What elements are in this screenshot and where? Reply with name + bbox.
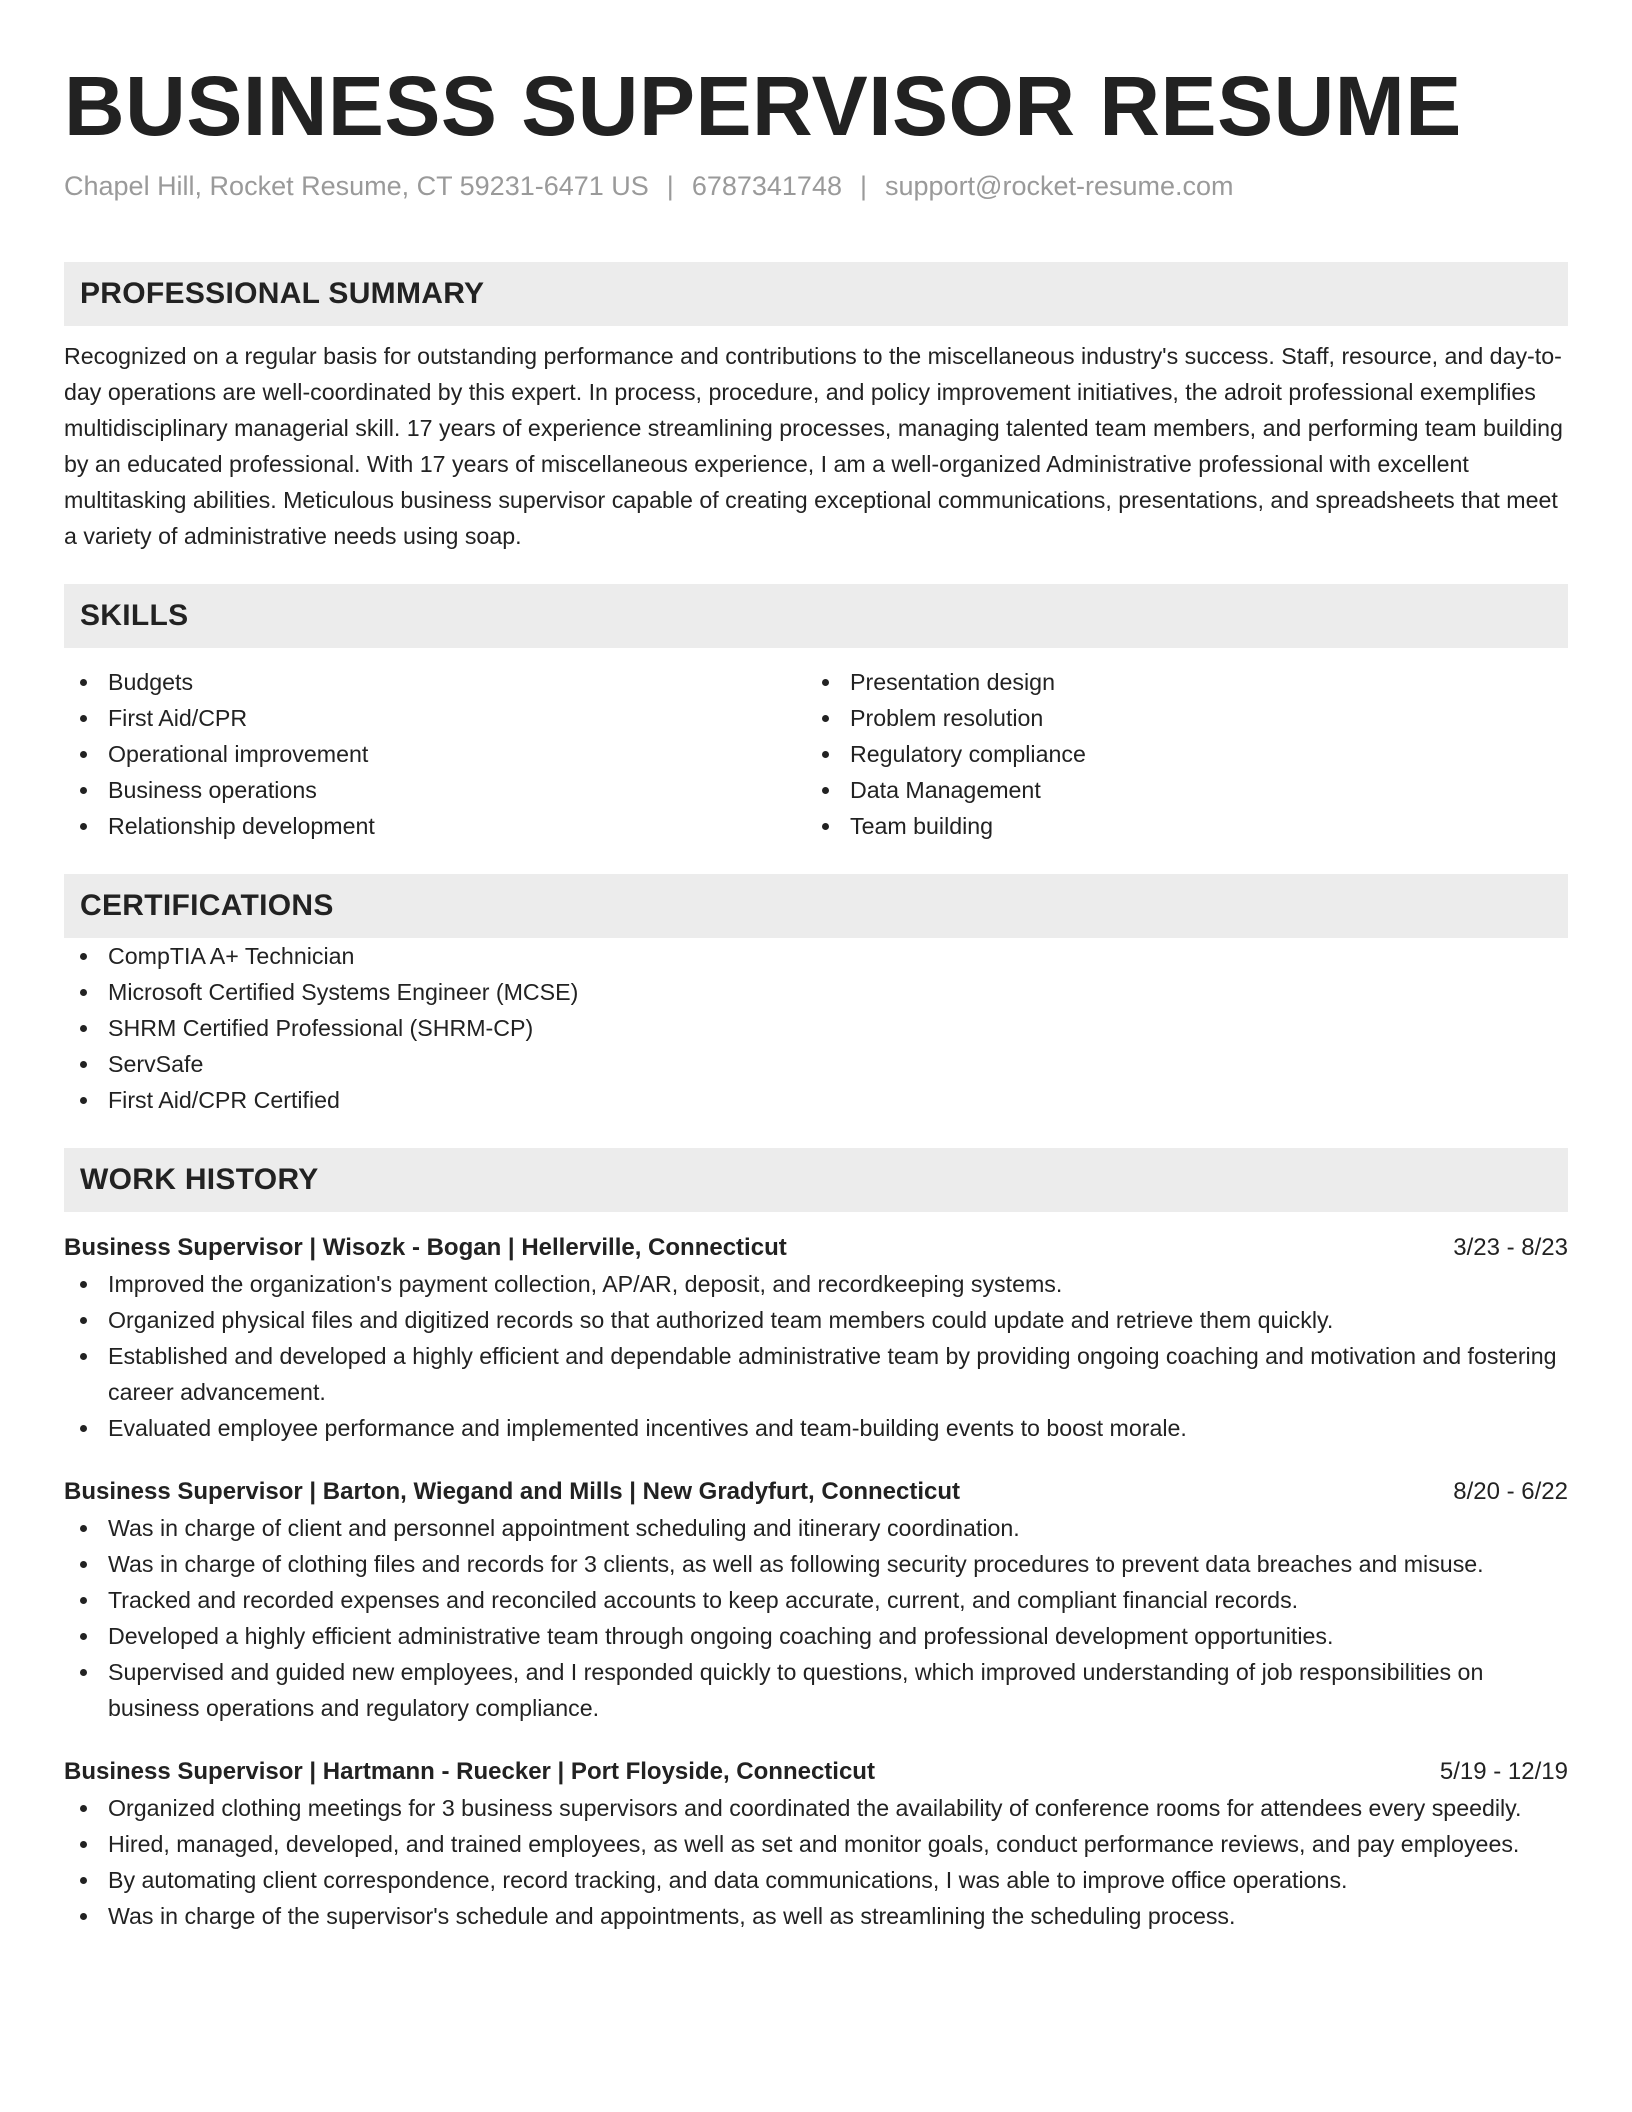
job-heading: Business Supervisor | Hartmann - Ruecker | Port Floyside, Connecticut: [64, 1758, 875, 1785]
professional-summary-text: Recognized on a regular basis for outstanding performance and contributions to the miscellaneous industry's success. Staff, resource, and day-to-day operations are well-coordinated by this expert. In process, procedure, and policy improvement initiatives, the adroit professional exemplifies multidisciplinary managerial skill. 17 years of experience streamlining processes, managing talented team members, and performing team building by an educated professional. With 17 years of miscellaneous experience, I am a well-organized Administrative professional with excellent multitasking abilities. Meticulous business supervisor capable of creating exceptional communications, presentations, and spreadsheets that meet a variety of administrative needs using soap.: [64, 343, 1563, 549]
job-bullets: [64, 1790, 1568, 1934]
skill-item: Team building: [806, 808, 1548, 844]
skill-item: Regulatory compliance: [806, 736, 1548, 772]
job-bullet: Hired, managed, developed, and trained employees, as well as set and monitor goals, conduct performance reviews, and pay employees.: [64, 1826, 1568, 1862]
job-bullet: By automating client correspondence, record tracking, and data communications, I was able to improve office operations.: [64, 1862, 1568, 1898]
section-header-certifications: CERTIFICATIONS: [64, 874, 1568, 938]
skills-column-left: [64, 664, 806, 844]
certifications-list: [64, 938, 1568, 1118]
skill-item: Operational improvement: [64, 736, 806, 772]
skills-grid: [64, 664, 1568, 844]
contact-phone: 6787341748: [691, 171, 842, 201]
contact-separator: |: [666, 171, 674, 201]
resume-title: BUSINESS SUPERVISOR RESUME: [64, 59, 1462, 153]
job-bullet: Evaluated employee performance and implemented incentives and team-building events to boost morale.: [64, 1410, 1568, 1446]
contact-email: support@rocket-resume.com: [885, 171, 1234, 201]
job-entry: [64, 1474, 1568, 1726]
certification-item: CompTIA A+ Technician: [64, 938, 1568, 974]
job-bullets: [64, 1266, 1568, 1446]
job-bullet: Established and developed a highly efficient and dependable administrative team by providing ongoing coaching and motivation and fostering career advancement.: [64, 1338, 1568, 1410]
certification-item: First Aid/CPR Certified: [64, 1082, 1568, 1118]
job-bullet: Supervised and guided new employees, and I responded quickly to questions, which improved understanding of job responsibilities on business operations and regulatory compliance.: [64, 1654, 1568, 1726]
job-bullets: [64, 1510, 1568, 1726]
skills-column-right: [806, 664, 1548, 844]
job-bullet: Developed a highly efficient administrative team through ongoing coaching and professional development opportunities.: [64, 1618, 1568, 1654]
job-header: [64, 1474, 1568, 1510]
job-heading: Business Supervisor | Barton, Wiegand and Mills | New Gradyfurt, Connecticut: [64, 1478, 961, 1505]
job-bullet: Tracked and recorded expenses and reconciled accounts to keep accurate, current, and compliant financial records.: [64, 1582, 1568, 1618]
skills-list-left: [64, 664, 806, 844]
job-bullet: Was in charge of the supervisor's schedule and appointments, as well as streamlining the scheduling process.: [64, 1898, 1568, 1934]
skill-item: Problem resolution: [806, 700, 1548, 736]
job-bullet: Was in charge of client and personnel appointment scheduling and itinerary coordination.: [64, 1510, 1568, 1546]
contact-separator: |: [859, 171, 867, 201]
certification-item: ServSafe: [64, 1046, 1568, 1082]
certification-item: Microsoft Certified Systems Engineer (MCSE): [64, 974, 1568, 1010]
skill-item: Relationship development: [64, 808, 806, 844]
job-heading: Business Supervisor | Wisozk - Bogan | Hellerville, Connecticut: [64, 1234, 787, 1261]
certification-item: SHRM Certified Professional (SHRM-CP): [64, 1010, 1568, 1046]
skill-item: First Aid/CPR: [64, 700, 806, 736]
skill-item: Budgets: [64, 664, 806, 700]
resume-page: [64, 0, 1568, 1934]
job-header: [64, 1754, 1568, 1790]
contact-line: [64, 168, 1568, 204]
job-bullet: Organized clothing meetings for 3 business supervisors and coordinated the availability of conference rooms for attendees every speedily.: [64, 1790, 1568, 1826]
skill-item: Presentation design: [806, 664, 1548, 700]
skill-item: Data Management: [806, 772, 1548, 808]
job-bullet: Improved the organization's payment collection, AP/AR, deposit, and recordkeeping systems.: [64, 1266, 1568, 1302]
job-entry: [64, 1230, 1568, 1446]
job-dates: 8/20 - 6/22: [1453, 1478, 1568, 1505]
job-dates: 5/19 - 12/19: [1439, 1758, 1568, 1785]
section-header-work-history: WORK HISTORY: [64, 1148, 1568, 1212]
job-bullet: Was in charge of clothing files and records for 3 clients, as well as following security procedures to prevent data breaches and misuse.: [64, 1546, 1568, 1582]
section-header-skills: SKILLS: [64, 584, 1568, 648]
job-bullet: Organized physical files and digitized records so that authorized team members could update and retrieve them quickly.: [64, 1302, 1568, 1338]
job-entry: [64, 1754, 1568, 1934]
job-dates: 3/23 - 8/23: [1453, 1234, 1568, 1261]
job-header: [64, 1230, 1568, 1266]
section-header-professional-summary: PROFESSIONAL SUMMARY: [64, 262, 1568, 326]
skills-list-right: [806, 664, 1548, 844]
skill-item: Business operations: [64, 772, 806, 808]
contact-address: Chapel Hill, Rocket Resume, CT 59231-6471 US: [64, 171, 649, 201]
